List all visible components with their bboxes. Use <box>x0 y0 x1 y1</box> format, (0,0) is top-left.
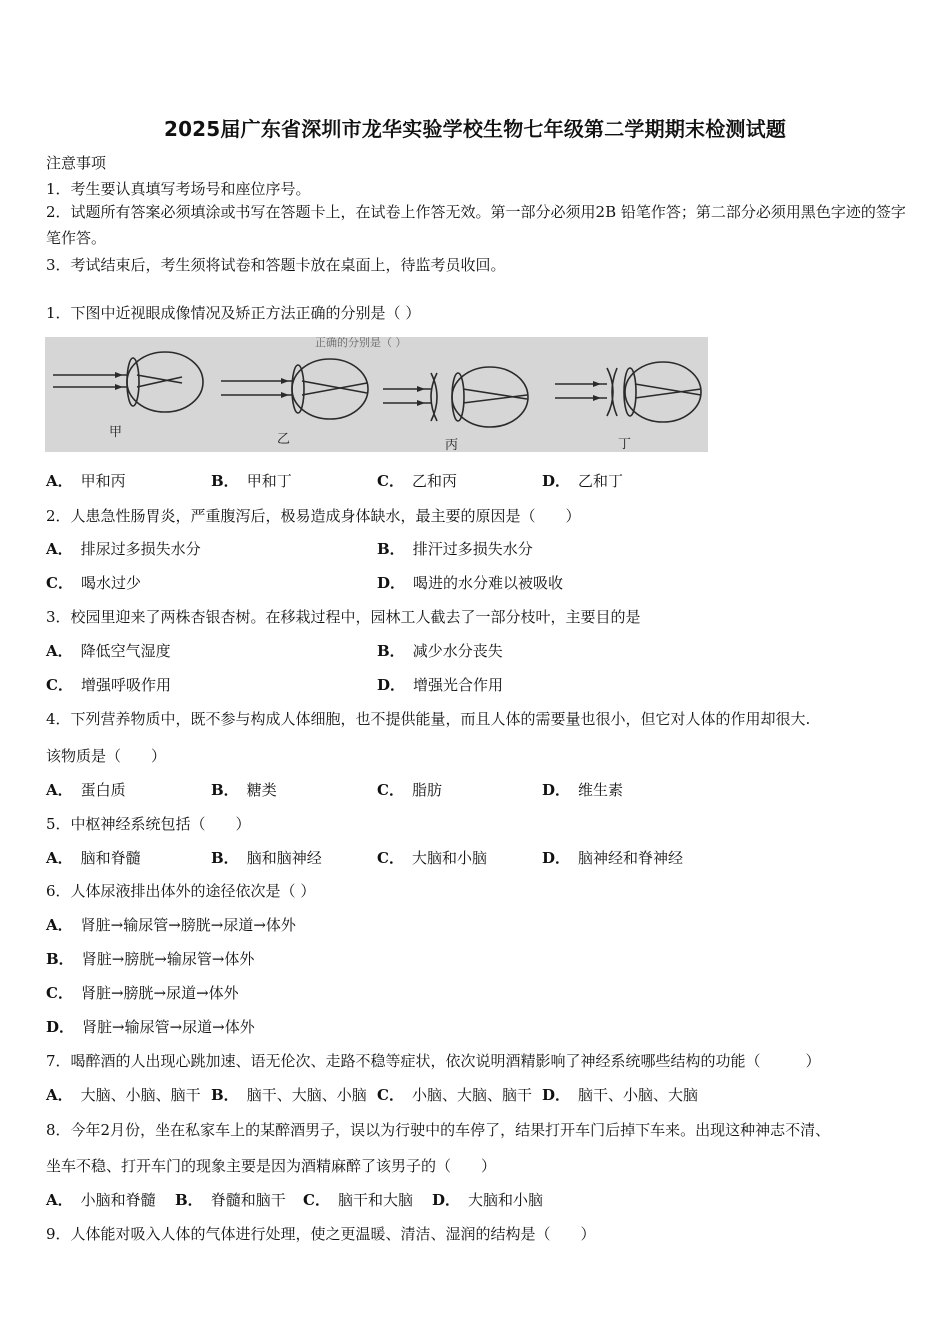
option: C． 大脑和小脑 <box>377 849 487 867</box>
option: D． 喝进的水分难以被吸收 <box>377 574 564 592</box>
question-stem: 1．下图中近视眼成像情况及矫正方法正确的分别是（ ） <box>46 304 421 322</box>
option: B． 脑干、大脑、小脑 <box>211 1086 367 1104</box>
option: C． 喝水过少 <box>46 574 141 592</box>
figure-label-jia: 甲 <box>109 425 123 440</box>
option: B． 糖类 <box>211 781 277 799</box>
page-title: 2025届广东省深圳市龙华实验学校生物七年级第二学期期末检测试题 <box>163 117 787 141</box>
option: A． 蛋白质 <box>46 781 126 799</box>
option: A． 小脑和脊髓 <box>46 1191 156 1209</box>
question-stem: 4．下列营养物质中，既不参与构成人体细胞，也不提供能量，而且人体的需要量也很小，但它对人体的作用却很大. <box>46 710 811 728</box>
option: C． 增强呼吸作用 <box>46 676 171 694</box>
eye-diagram-figure <box>45 337 708 452</box>
option: D． 脑干、小脑、大脑 <box>542 1086 699 1104</box>
option: D． 增强光合作用 <box>377 676 504 694</box>
question-stem: 5．中枢神经系统包括（ ） <box>46 815 251 833</box>
figure-label-ding: 丁 <box>618 437 632 452</box>
question-stem-continued: 该物质是（ ） <box>46 747 167 765</box>
option: C． 小脑、大脑、脑干 <box>377 1086 532 1104</box>
option: D． 脑神经和脊神经 <box>542 849 684 867</box>
option: B． 脑和脑神经 <box>211 849 322 867</box>
option: B． 排汗过多损失水分 <box>377 540 533 558</box>
option: C． 脑干和大脑 <box>303 1191 413 1209</box>
option: D． 大脑和小脑 <box>432 1191 544 1209</box>
option: A． 大脑、小脑、脑干 <box>46 1086 201 1104</box>
option: D． 乙和丁 <box>542 472 624 490</box>
option: A． 脑和脊髓 <box>46 849 141 867</box>
question-stem: 3．校园里迎来了两株杏银杏树。在移栽过程中，园林工人截去了一部分枝叶，主要目的是 <box>46 608 641 626</box>
option: A． 甲和丙 <box>46 472 126 490</box>
question-stem: 6．人体尿液排出体外的途径依次是（ ） <box>46 882 316 900</box>
notice-item: 2．试题所有答案必须填涂或书写在答题卡上，在试卷上作答无效。第一部分必须用2B 铅笔作答；第二部分必须用黑色字迹的签字笔作答。 <box>46 203 906 247</box>
notice-heading: 注意事项 <box>46 154 107 172</box>
figure-label-yi: 乙 <box>277 432 291 447</box>
notice-item: 3．考试结束后，考生须将试卷和答题卡放在桌面上，待监考员收回。 <box>46 256 506 274</box>
figure-top-text: 正确的分别是（ ） <box>315 337 407 349</box>
question-stem: 9．人体能对吸入人体的气体进行处理，使之更温暖、清洁、湿润的结构是（ ） <box>46 1225 596 1243</box>
option: B． 肾脏→膀胱→输尿管→体外 <box>46 950 255 968</box>
option: A． 排尿过多损失水分 <box>46 540 201 558</box>
option: C． 肾脏→膀胱→尿道→体外 <box>46 984 239 1002</box>
option: C． 脂肪 <box>377 781 442 799</box>
option: D． 维生素 <box>542 781 624 799</box>
option: A． 肾脏→输尿管→膀胱→尿道→体外 <box>46 916 296 934</box>
question-stem: 8．今年2月份，坐在私家车上的某醉酒男子，误以为行驶中的车停了，结果打开车门后掉下车来。出现这种神志不清、 <box>46 1121 831 1139</box>
option: B． 甲和丁 <box>211 472 292 490</box>
option: B． 脊髓和脑干 <box>175 1191 286 1209</box>
option: D． 肾脏→输尿管→尿道→体外 <box>46 1018 255 1036</box>
option: A． 降低空气湿度 <box>46 642 171 660</box>
question-stem: 2．人患急性肠胃炎，严重腹泻后，极易造成身体缺水，最主要的原因是（ ） <box>46 507 581 525</box>
option: C． 乙和丙 <box>377 472 457 490</box>
option: B． 减少水分丧失 <box>377 642 503 660</box>
eye-diagram-svg <box>45 337 708 452</box>
figure-label-bing: 丙 <box>445 438 459 452</box>
notice-item: 1．考生要认真填写考场号和座位序号。 <box>46 180 311 198</box>
question-stem-continued: 坐车不稳、打开车门的现象主要是因为酒精麻醉了该男子的（ ） <box>46 1157 497 1175</box>
question-stem: 7．喝醉酒的人出现心跳加速、语无伦次、走路不稳等症状，依次说明酒精影响了神经系统哪些结构的功能（ ） <box>46 1052 821 1070</box>
